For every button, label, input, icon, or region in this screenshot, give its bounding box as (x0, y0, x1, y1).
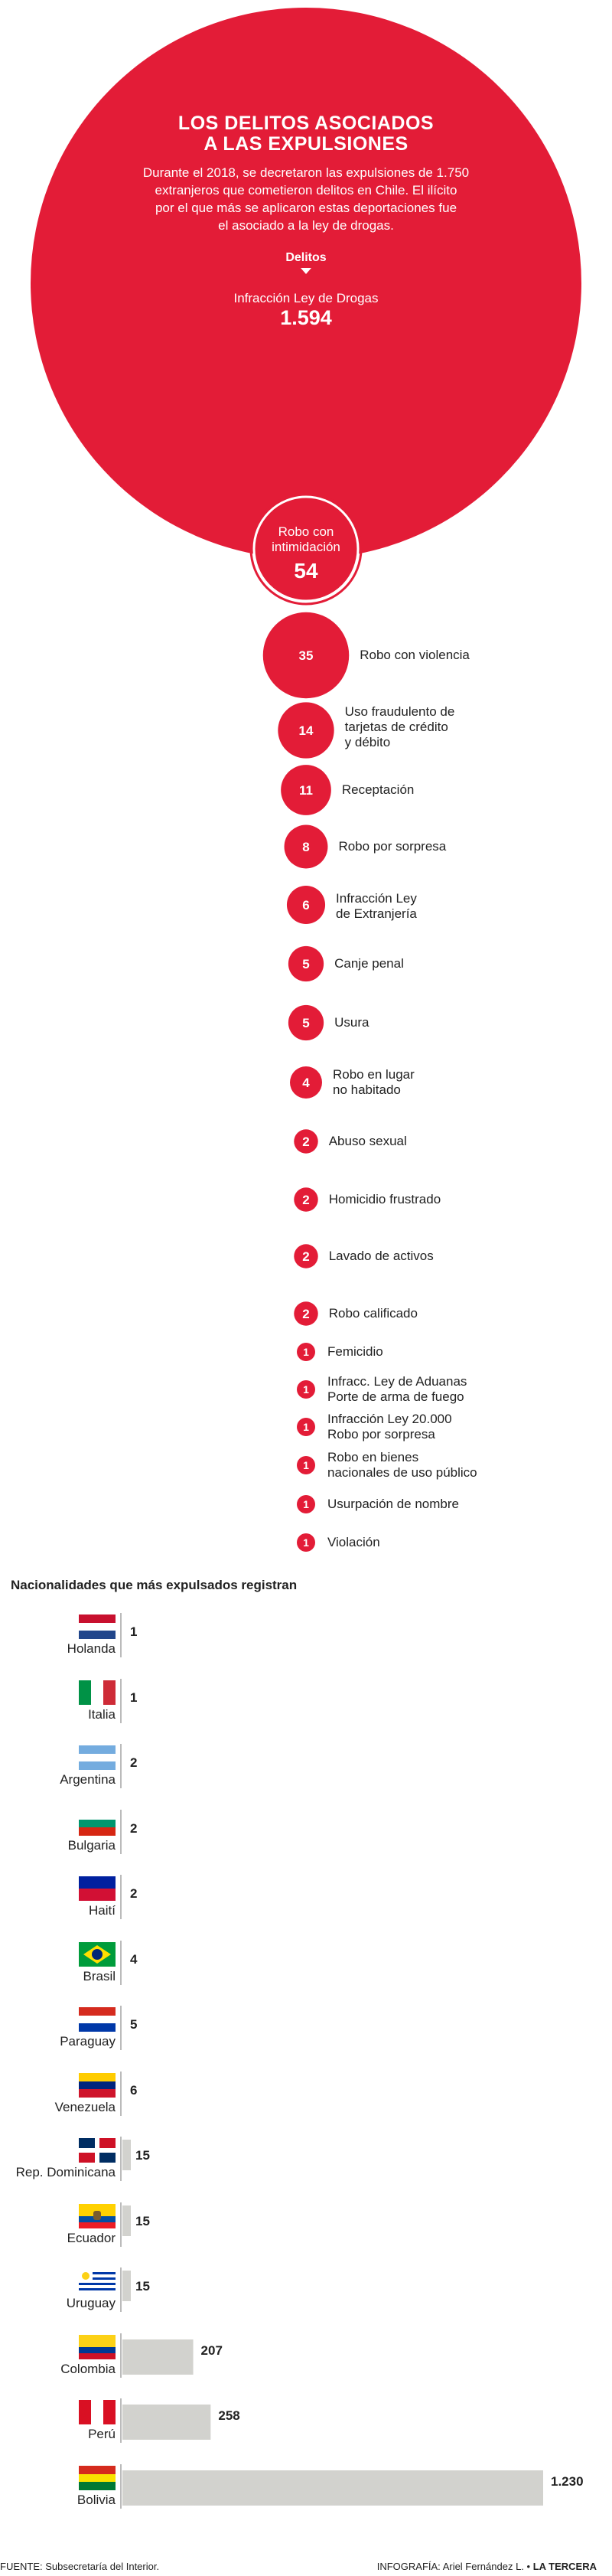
crime-label-line: Canje penal (334, 956, 404, 971)
crime-label-line: Infracción Ley 20.000 (327, 1412, 452, 1426)
bubble-value-19: 1 (303, 1536, 309, 1549)
bar-value-label: 2 (130, 1755, 138, 1770)
bubble-value-15: 1 (303, 1383, 309, 1396)
chart-description (115, 164, 497, 234)
crime-label-2 (360, 648, 470, 663)
crime-label-line: Robo calificado (328, 1306, 418, 1321)
bubble-label-line2: intimidación (272, 540, 340, 554)
bubble-label-line1: Robo con (278, 524, 334, 539)
description-line1: Durante el 2018, se decretaron las expulsiones de 1.750 (142, 165, 470, 180)
source-note: FUENTE: Subsecretaría del Interior. (0, 2561, 160, 2572)
crime-label-line: Usura (334, 1015, 369, 1030)
crime-label-line: de Extranjería (336, 906, 417, 921)
country-label: Bulgaria (67, 1838, 116, 1853)
crime-label-line: Femicidio (327, 1344, 383, 1359)
crime-label-line: nacionales de uso público (327, 1465, 477, 1480)
country-label: Ecuador (67, 2231, 116, 2245)
bubble-value-18: 1 (303, 1498, 309, 1510)
bubble-value-7: 5 (302, 957, 310, 971)
bubble-value-8: 5 (302, 1016, 310, 1030)
crime-label-9 (333, 1067, 415, 1098)
bar-value-label: 1.230 (551, 2474, 584, 2489)
country-label: Paraguay (60, 2034, 116, 2049)
crime-label-line: Infracción Ley (336, 891, 417, 906)
country-label: Brasil (83, 1969, 116, 1983)
crime-label-line: Infracc. Ley de Aduanas (327, 1374, 467, 1389)
crime-label-12 (329, 1249, 434, 1264)
bubble-value-robo-intimidacion: 54 (294, 559, 318, 583)
crime-label-line: Receptación (341, 782, 415, 797)
crime-label-4 (342, 782, 415, 798)
bar-value-label: 2 (130, 1886, 138, 1901)
bubble-value-11: 2 (302, 1193, 310, 1207)
bubble-value-12: 2 (302, 1249, 310, 1264)
bubble-label-robo-intimidacion (245, 524, 367, 555)
country-label: Haití (89, 1903, 116, 1918)
crime-label-19 (327, 1535, 380, 1550)
crime-label-line: Lavado de activos (328, 1249, 434, 1263)
description-line3: por el que más se aplicaron estas deportaciones fue (155, 201, 457, 215)
country-label: Venezuela (54, 2100, 116, 2114)
bar (122, 2339, 194, 2375)
bubble-value-2: 35 (298, 648, 314, 663)
venezuela-flag-icon (79, 2073, 116, 2098)
crime-label-5 (338, 839, 446, 854)
bubble-value-4: 11 (299, 783, 313, 798)
holanda-flag-icon (79, 1614, 116, 1639)
country-label: Italia (88, 1707, 116, 1722)
bar (122, 2140, 131, 2170)
chart-title (115, 113, 497, 155)
bar (122, 2205, 131, 2236)
crime-label-line: Robo en lugar (333, 1067, 415, 1082)
bar-value-label: 4 (130, 1952, 138, 1967)
bar-value-label: 15 (135, 2148, 150, 2163)
country-label: Bolivia (76, 2493, 116, 2507)
bar-value-label: 15 (135, 2279, 150, 2294)
crime-label-line: Robo por sorpresa (327, 1427, 435, 1441)
bar-value-label: 1 (130, 1690, 138, 1705)
description-line2: extranjeros que cometieron delitos en Chile. El ilícito (155, 183, 457, 198)
crime-label-8 (334, 1015, 369, 1030)
crime-label-14 (327, 1344, 383, 1360)
crime-label-13 (329, 1306, 418, 1321)
ecuador-flag-icon (79, 2204, 116, 2228)
chart-title-line1: LOS DELITOS ASOCIADOS (177, 113, 435, 134)
bar-value-label: 207 (200, 2343, 223, 2358)
crime-label-17 (327, 1450, 477, 1481)
delitos-heading: Delitos (285, 251, 327, 264)
crime-label-line: Abuso sexual (328, 1134, 407, 1148)
bar-value-label: 258 (218, 2408, 240, 2423)
crime-label-line: Usurpación de nombre (327, 1497, 459, 1511)
crime-label-7 (334, 956, 404, 971)
crime-label-6 (336, 891, 417, 922)
bubble-value-17: 1 (303, 1459, 309, 1471)
argentina-flag-icon (79, 1745, 116, 1770)
bar (122, 2470, 543, 2506)
bubble-value-6: 6 (302, 898, 310, 913)
crime-label-16 (327, 1412, 452, 1442)
bubble-value-5: 8 (302, 840, 310, 854)
crime-label-18 (327, 1497, 459, 1512)
country-label: Colombia (60, 2362, 116, 2376)
bubble-value-13: 2 (302, 1307, 310, 1321)
colombia-flag-icon (79, 2335, 116, 2359)
bubble-0 (31, 8, 581, 559)
crime-label-line: no habitado (333, 1082, 401, 1097)
crime-label-line: Robo por sorpresa (338, 839, 447, 854)
crime-label-line: Uso fraudulento de (344, 704, 455, 719)
crime-label-line: y débito (344, 735, 391, 749)
bubble-value-10: 2 (302, 1135, 310, 1149)
bar-value-label: 2 (130, 1821, 138, 1836)
bubble-value-9: 4 (302, 1076, 310, 1090)
crime-label-line: Robo en bienes (327, 1450, 419, 1464)
italia-flag-icon (79, 1680, 116, 1705)
bubble-label-drogas: Infracción Ley de Drogas (233, 291, 379, 305)
crime-label-line: tarjetas de crédito (344, 720, 448, 734)
bar (122, 2405, 210, 2440)
brasil-flag-icon (79, 1942, 116, 1967)
bar-value-label: 1 (130, 1624, 138, 1639)
paraguay-flag-icon (79, 2007, 116, 2032)
country-label: Holanda (67, 1641, 116, 1656)
chart-title-line2: A LAS EXPULSIONES (203, 133, 409, 155)
bubble-value-16: 1 (303, 1421, 309, 1433)
bubble-value-14: 1 (303, 1346, 309, 1358)
uruguay-flag-icon (79, 2269, 116, 2294)
peru-flag-icon (79, 2400, 116, 2424)
haiti-flag-icon (79, 1876, 116, 1901)
rep-dominicana-flag-icon (79, 2138, 116, 2163)
credit-brand: LA TERCERA (532, 2561, 597, 2572)
credit-prefix: INFOGRAFÍA: Ariel Fernández L. • (376, 2561, 531, 2572)
crime-label-11 (329, 1192, 441, 1207)
country-label: Argentina (60, 1772, 116, 1787)
crime-label-3 (345, 704, 455, 750)
crime-label-10 (329, 1134, 407, 1149)
nationalities-title: Nacionalidades que más expulsados registran (11, 1578, 298, 1592)
country-label: Perú (88, 2427, 116, 2441)
bolivia-flag-icon (79, 2466, 116, 2490)
crime-label-15 (327, 1374, 467, 1405)
bubble-value-drogas: 1.594 (280, 306, 332, 329)
crime-label-line: Robo con violencia (360, 648, 470, 662)
credit-note (377, 2561, 597, 2572)
bulgaria-flag-icon (79, 1811, 116, 1836)
triangle-down-icon (301, 268, 311, 274)
bar-value-label: 5 (130, 2017, 138, 2032)
crime-label-line: Porte de arma de fuego (327, 1389, 464, 1404)
country-label: Uruguay (66, 2296, 116, 2310)
bar-value-label: 6 (130, 2083, 138, 2098)
bar (122, 2271, 131, 2301)
description-line4: el asociado a la ley de drogas. (218, 218, 394, 233)
crime-label-line: Violación (327, 1535, 380, 1549)
bubble-value-3: 14 (298, 723, 314, 738)
country-label: Rep. Dominicana (15, 2165, 116, 2179)
bar-value-label: 15 (135, 2214, 150, 2228)
crime-label-line: Homicidio frustrado (328, 1192, 441, 1206)
